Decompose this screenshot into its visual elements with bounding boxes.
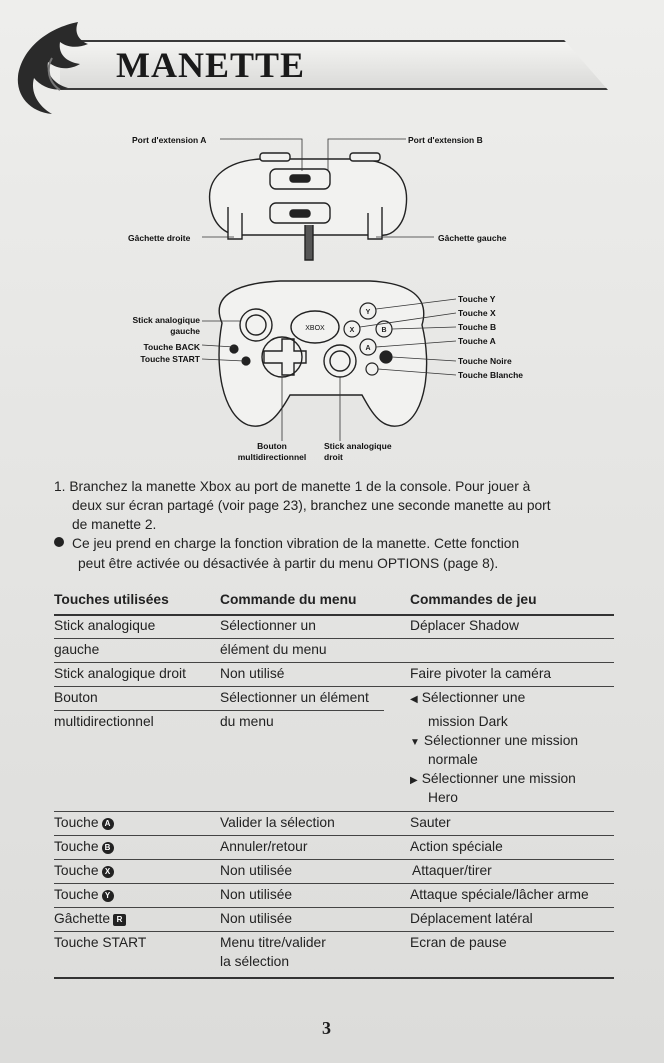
label-right-stick-line2: droit	[324, 452, 343, 462]
table-cell: la sélection	[220, 954, 290, 969]
bullet-line2: peut être activée ou désactivée à partir du menu OPTIONS (page 8).	[78, 556, 499, 571]
shadow-emblem-icon	[8, 18, 100, 118]
label-black: Touche Noire	[458, 356, 512, 366]
table-cell	[410, 690, 525, 705]
step1-line3: de manette 2.	[72, 517, 157, 532]
button-a-icon: A	[102, 818, 114, 830]
button-x-icon: X	[102, 866, 114, 878]
label-right-stick	[324, 441, 392, 463]
table-cell	[410, 733, 578, 748]
controller-diagram	[110, 125, 570, 470]
table-cell: Non utilisée	[220, 911, 293, 926]
dpad-down-label: Sélectionner une mission	[423, 733, 579, 748]
trigger-r-icon: R	[113, 914, 126, 926]
row-divider	[54, 662, 614, 663]
row-divider	[54, 638, 614, 639]
row-divider	[54, 835, 614, 836]
table-cell: Menu titre/valider	[220, 935, 326, 950]
key-label: Gâchette	[54, 911, 110, 926]
table-cell: Annuler/retour	[220, 839, 308, 854]
label-trigger-right: Gâchette droite	[128, 233, 191, 243]
table-cell: Hero	[428, 790, 458, 805]
label-left-stick-line1: Stick analogique	[132, 315, 200, 325]
key-label: Touche	[54, 887, 99, 902]
label-dpad	[212, 441, 332, 463]
button-y-icon: Y	[102, 890, 114, 902]
header-keys: Touches utilisées	[54, 592, 169, 607]
table-cell: du menu	[220, 714, 274, 729]
table-cell: Stick analogique	[54, 618, 156, 633]
table-cell: élément du menu	[220, 642, 327, 657]
label-left-stick	[110, 315, 200, 337]
table-cell: Stick analogique droit	[54, 666, 186, 681]
label-b: Touche B	[458, 322, 497, 332]
step1-line1: 1. Branchez la manette Xbox au port de manette 1 de la console. Pour jouer à	[54, 479, 531, 494]
step1-line2: deux sur écran partagé (voir page 23), branchez une seconde manette au port	[72, 498, 551, 513]
table-cell	[54, 911, 126, 926]
table-cell: Attaquer/tirer	[412, 863, 492, 878]
table-cell: Non utilisée	[220, 863, 293, 878]
label-left-stick-line2: gauche	[170, 326, 200, 336]
table-bottom-rule	[54, 977, 614, 979]
xbox-logo-text: XBOX	[305, 325, 325, 332]
table-cell: Déplacement latéral	[410, 911, 533, 926]
table-cell: mission Dark	[428, 714, 508, 729]
header-game: Commandes de jeu	[410, 592, 537, 607]
row-divider	[54, 883, 614, 884]
arrow-down-icon: ▼	[410, 737, 420, 748]
key-label: Touche	[54, 815, 99, 830]
table-cell	[54, 815, 114, 830]
label-port-a: Port d'extension A	[132, 135, 207, 145]
table-cell	[54, 887, 114, 902]
table-cell: multidirectionnel	[54, 714, 154, 729]
row-divider	[54, 859, 614, 860]
table-cell: Bouton	[54, 690, 98, 705]
table-cell: Ecran de pause	[410, 935, 507, 950]
label-white: Touche Blanche	[458, 370, 524, 380]
label-x: Touche X	[458, 308, 496, 318]
table-cell	[54, 863, 114, 878]
page-number: 3	[322, 1018, 331, 1038]
table-cell: Action spéciale	[410, 839, 503, 854]
table-cell: Touche START	[54, 935, 147, 950]
arrow-left-icon: ◀	[410, 694, 418, 705]
label-trigger-left: Gâchette gauche	[438, 233, 507, 243]
row-divider	[54, 811, 614, 812]
svg-text:A: A	[365, 345, 371, 352]
label-back: Touche BACK	[143, 342, 200, 352]
row-divider	[54, 686, 614, 687]
row-divider	[54, 907, 614, 908]
label-a: Touche A	[458, 336, 496, 346]
row-divider	[54, 931, 614, 932]
bullet-line1: Ce jeu prend en charge la fonction vibration de la manette. Cette fonction	[72, 536, 520, 551]
header-rule	[54, 614, 614, 616]
table-cell: Non utilisée	[220, 887, 293, 902]
table-cell: Sélectionner un élément	[220, 690, 369, 705]
arrow-right-icon: ▶	[410, 775, 418, 786]
page-title: MANETTE	[116, 45, 306, 85]
key-label: Touche	[54, 839, 99, 854]
dpad-left-label: Sélectionner une	[421, 690, 526, 705]
svg-text:Y: Y	[365, 309, 371, 316]
controller-drawings	[110, 125, 570, 470]
table-cell: Déplacer Shadow	[410, 618, 519, 633]
label-port-b: Port d'extension B	[408, 135, 483, 145]
label-right-stick-line1: Stick analogique	[324, 441, 392, 451]
header-menu: Commande du menu	[220, 592, 357, 607]
svg-text:X: X	[349, 327, 355, 334]
bullet-icon	[54, 537, 64, 547]
table-cell: Faire pivoter la caméra	[410, 666, 552, 681]
table-cell: normale	[428, 752, 478, 767]
table-cell: Sauter	[410, 815, 451, 830]
table-cell: Attaque spéciale/lâcher arme	[410, 887, 589, 902]
key-label: Touche	[54, 863, 99, 878]
button-b-icon: B	[102, 842, 114, 854]
label-dpad-line2: multidirectionnel	[237, 452, 307, 462]
table-cell	[410, 771, 576, 786]
label-y: Touche Y	[458, 294, 496, 304]
table-cell: Sélectionner un	[220, 618, 316, 633]
label-dpad-line1: Bouton	[257, 441, 287, 451]
dpad-right-label: Sélectionner une mission	[421, 771, 576, 786]
label-start: Touche START	[140, 354, 200, 364]
svg-text:B: B	[381, 327, 387, 334]
row-divider	[54, 710, 384, 711]
table-cell: Valider la sélection	[220, 815, 335, 830]
table-cell	[54, 839, 114, 854]
table-cell: Non utilisé	[220, 666, 285, 681]
table-cell: gauche	[54, 642, 100, 657]
